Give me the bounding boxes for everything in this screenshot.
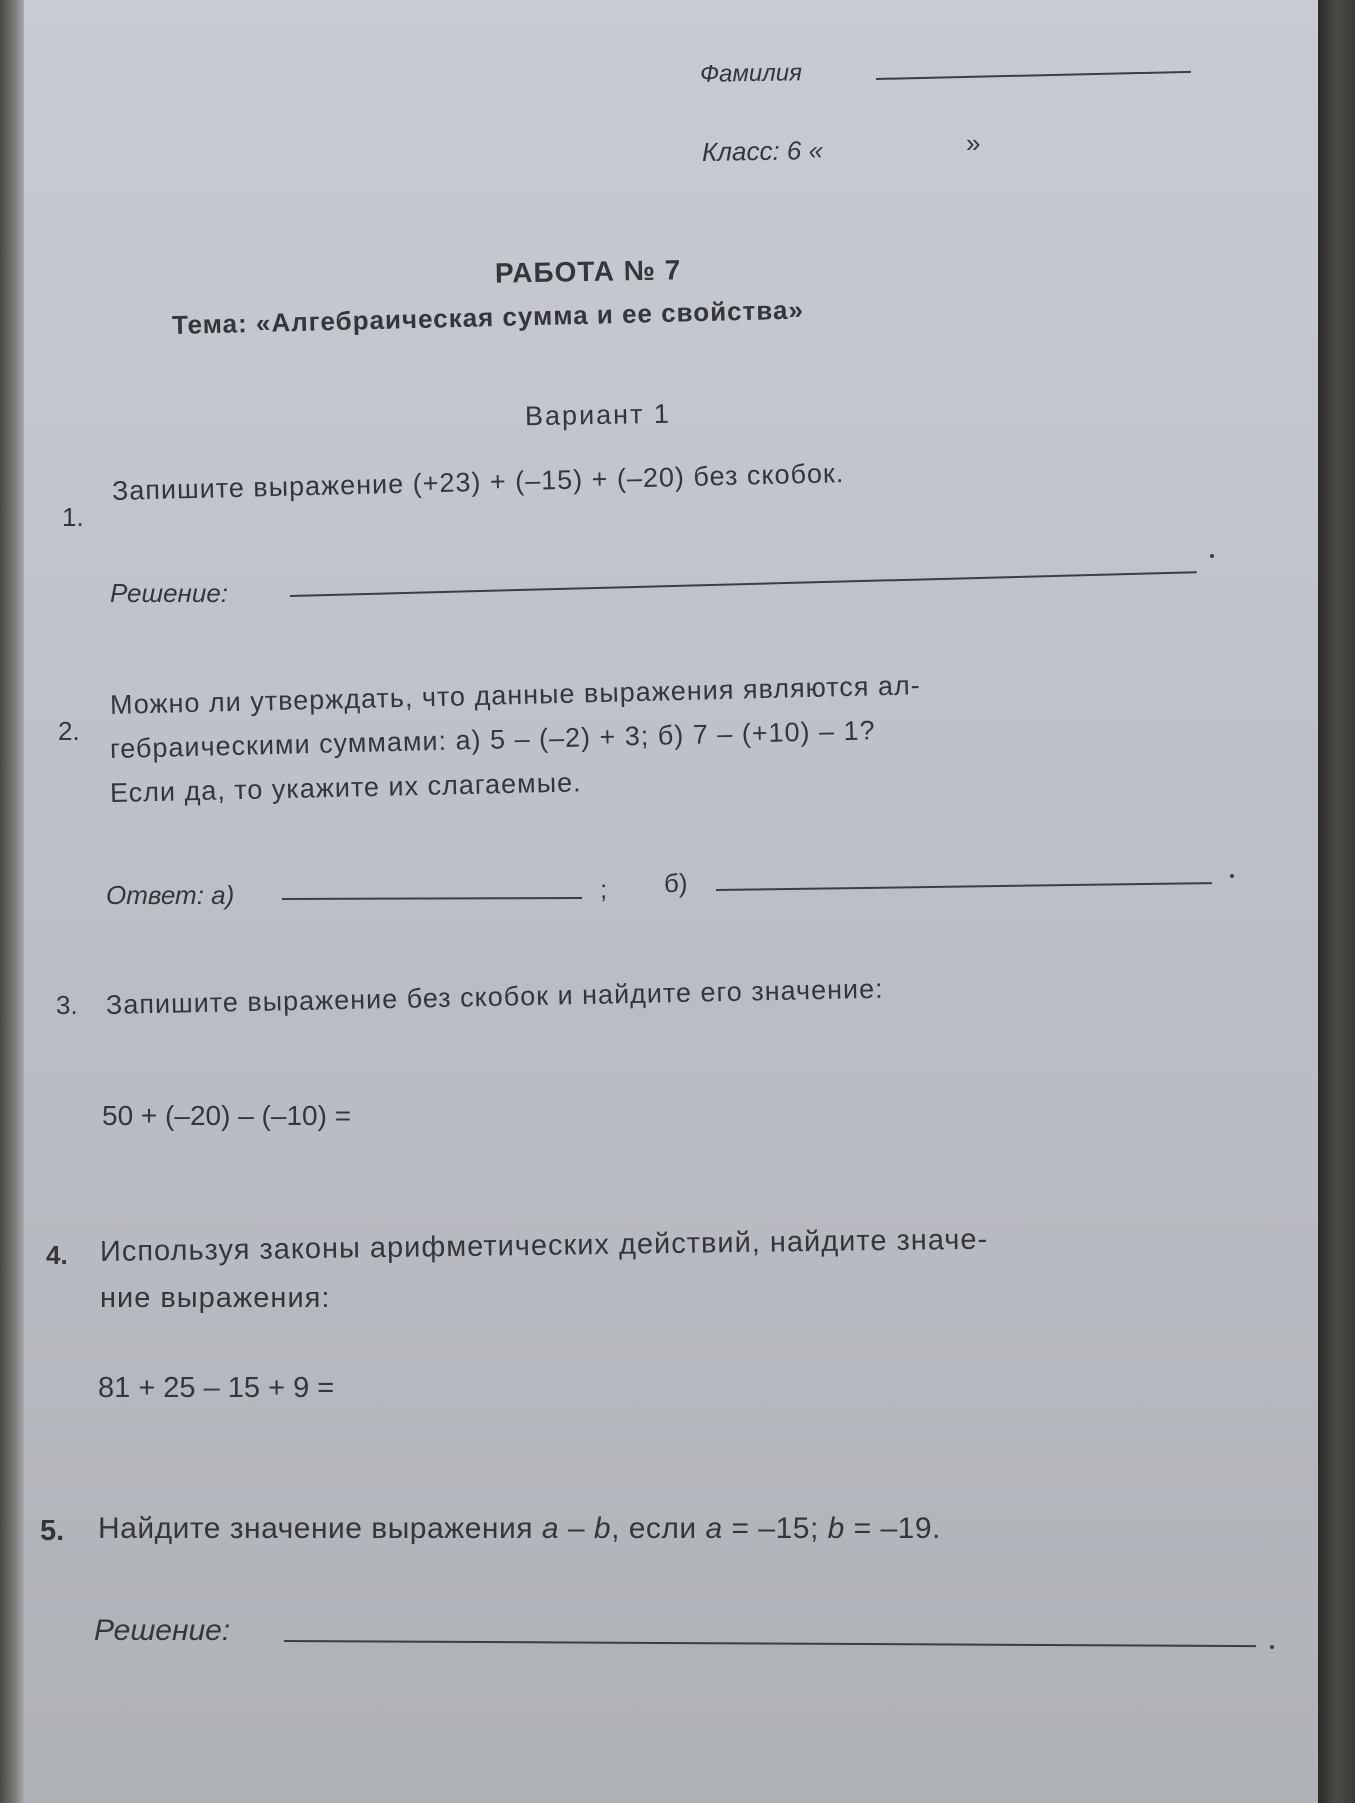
task-text: [98, 1512, 941, 1546]
work-title: РАБОТА № 7: [494, 254, 682, 289]
page-binding: [0, 0, 24, 1803]
surname-label: Фамилия: [699, 59, 803, 88]
class-label: Класс: 6 «: [701, 134, 824, 168]
answer-line[interactable]: [290, 571, 1197, 597]
task-text-line: гебраическими суммами: а) 5 – (–2) + 3; б) 7 – (+10) – 1?: [109, 715, 876, 764]
topic-title: Тема: «Алгебраическая сумма и ее свойства»: [171, 294, 805, 340]
answer-label: Решение:: [110, 578, 229, 608]
minus-sign: –: [559, 1512, 594, 1545]
task-number: 4.: [46, 1240, 68, 1270]
task-text-line: Используя законы арифметических действий, найдите значе-: [99, 1223, 989, 1268]
task-expression: 50 + (–20) – (–10) =: [102, 1100, 352, 1131]
condition-b-value: = –19.: [844, 1512, 941, 1545]
task-text: Запишите выражение без скобок и найдите его значение:: [105, 973, 884, 1020]
variable-a: a: [541, 1512, 560, 1545]
answer-b-line[interactable]: [716, 882, 1212, 891]
task-number: 1.: [62, 502, 84, 532]
class-quote-close: »: [966, 128, 981, 158]
task-text-line: Если да, то укажите их слагаемые.: [109, 767, 582, 808]
task-text-line: Можно ли утверждать, что данные выражения являются ал-: [109, 670, 922, 720]
answer-a-line[interactable]: [282, 897, 582, 900]
surname-field-line[interactable]: [876, 71, 1191, 80]
task-expression: 81 + 25 – 15 + 9 =: [98, 1372, 335, 1404]
answer-label: Ответ: а): [106, 880, 235, 910]
variable-b: b: [593, 1512, 612, 1545]
variable-b: b: [827, 1512, 845, 1545]
answer-line[interactable]: [284, 1640, 1256, 1647]
page-edge-shadow: [1318, 0, 1355, 1803]
task-text-line: ние выражения:: [100, 1282, 331, 1314]
task-number: 3.: [56, 990, 78, 1020]
answer-b-label: б): [664, 868, 688, 898]
line-end-dot: [1230, 874, 1234, 878]
task-number: 2.: [58, 716, 80, 746]
task-text-part: , если: [611, 1512, 706, 1545]
answer-separator: ;: [600, 874, 608, 904]
task-text-part: Найдите значение выражения: [98, 1512, 542, 1545]
line-end-dot: [1210, 554, 1214, 558]
variable-a: a: [705, 1512, 723, 1545]
condition-a-value: = –15;: [722, 1512, 828, 1545]
task-text: Запишите выражение (+23) + (–15) + (–20) без скобок.: [111, 458, 845, 506]
line-end-dot: [1270, 1645, 1274, 1649]
task-number: 5.: [40, 1515, 65, 1547]
variant-title: Вариант 1: [524, 398, 672, 432]
answer-label: Решение:: [94, 1614, 231, 1647]
